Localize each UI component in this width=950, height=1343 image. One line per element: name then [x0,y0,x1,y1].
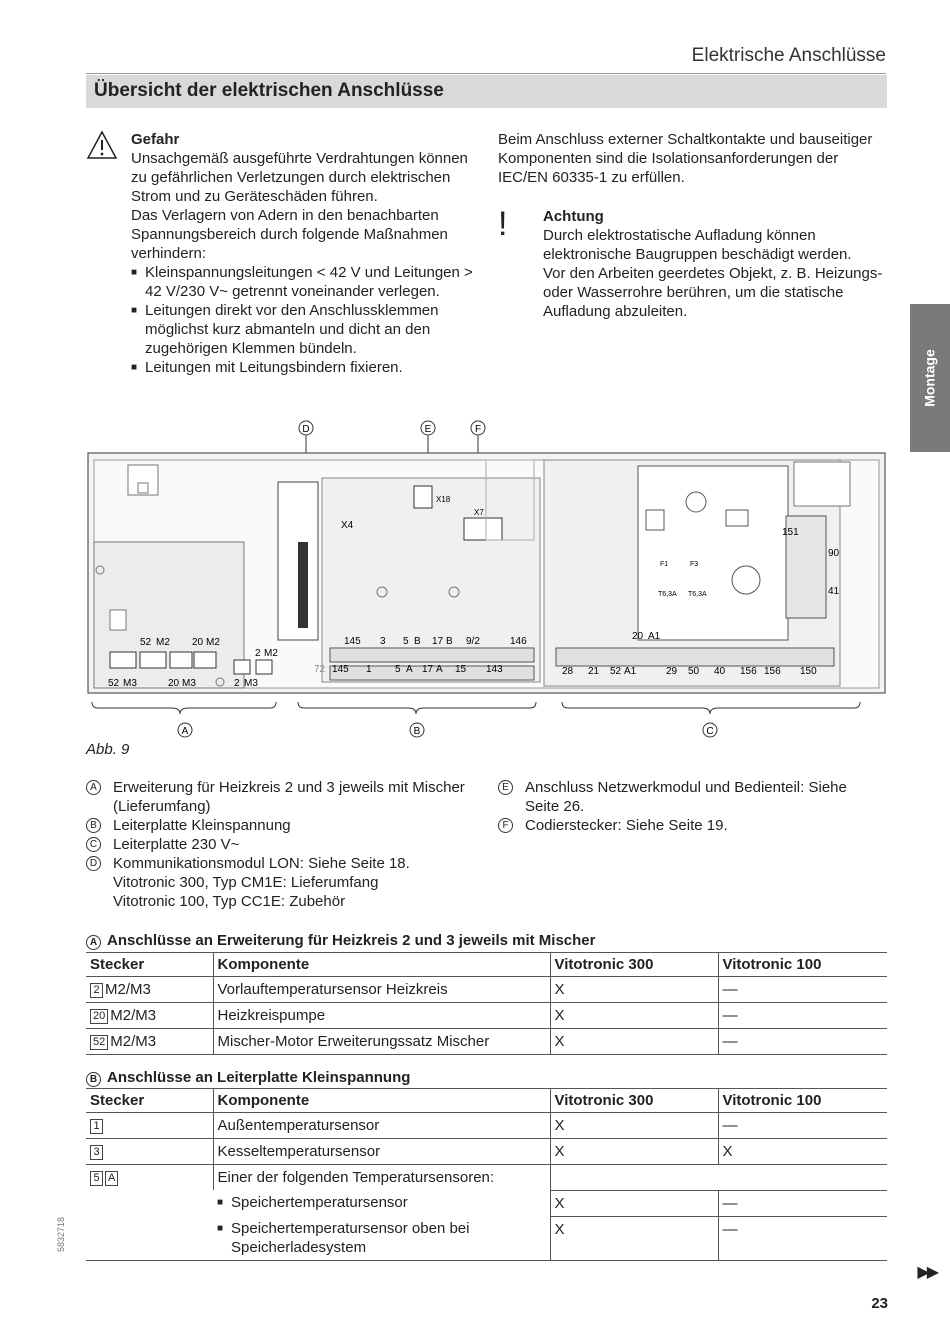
table-row: 52 M2/M3 Mischer-Motor Erweiterungssatz Mischer X — [86,1029,887,1055]
table-row: 3 Kesseltemperatursensor X X [86,1139,887,1165]
svg-text:F: F [474,424,482,435]
svg-text:5: 5 [403,636,409,647]
danger-list-item: ■ Kleinspannungsleitungen < 42 V und Leitungen > 42 V/230 V~ getrennt voneinander verlegen. [131,263,476,301]
attention-notice [543,207,883,321]
danger-list-item: ■ Leitungen mit Leitungsbindern fixieren. [131,358,476,377]
svg-text:17: 17 [432,636,444,647]
svg-text:15: 15 [455,664,467,675]
chapter-tab-label: Montage [921,349,938,407]
svg-text:9/2: 9/2 [466,636,480,647]
figure-caption: Abb. 9 [86,741,130,758]
svg-text:M3: M3 [244,678,258,689]
svg-text:20: 20 [632,631,644,642]
svg-text:M2: M2 [206,637,220,648]
svg-text:B: B [446,636,453,647]
svg-text:41: 41 [828,586,840,597]
svg-text:M3: M3 [123,678,137,689]
attention-text-2: Vor den Arbeiten geerdetes Objekt, z. B. Heizungs- oder Wasserrohre berühren, um die statische Aufladung abzuleiten. [543,265,883,320]
svg-text:150: 150 [800,666,817,677]
svg-text:28: 28 [562,666,574,677]
svg-text:3: 3 [380,636,386,647]
legend-item: E Anschluss Netzwerkmodul und Bedienteil: Siehe Seite 26. [498,778,878,816]
attention-text: Durch elektrostatische Aufladung können elektronische Baugruppen beschädigt werden. [543,227,852,263]
table-header-row: Stecker Komponente Vitotronic 300 Vitotronic 100 [86,1089,887,1113]
table-row: 5 A Einer der folgenden Temperatursensoren: [86,1165,887,1191]
legend-item: A Erweiterung für Heizkreis 2 und 3 jeweils mit Mischer (Lieferumfang) [86,778,466,816]
callout-a [178,723,192,737]
table-row: ■ Speichertemperatursensor X — [86,1190,887,1216]
danger-text-2: Das Verlagern von Adern in den benachbarten Spannungsbereich durch folgende Maßnahmen verhindern: [131,207,448,262]
svg-text:E: E [424,424,432,435]
danger-text: Unsachgemäß ausgeführte Verdrahtungen können zu gefährlichen Verletzungen durch elektrischen Strom und zu Geräteschäden führen. [131,150,468,205]
page-number: 23 [871,1295,888,1312]
danger-list [131,263,476,377]
svg-text:F1: F1 [660,561,669,568]
warning-triangle-icon [86,130,118,160]
callout-b [410,723,424,737]
wiring-diagram [86,420,887,745]
svg-text:D: D [302,424,310,435]
danger-list-item: ■ Leitungen direkt vor den Anschlussklemmen möglichst kurz abmanteln und dicht an den zugehörigen Klemmen bündeln. [131,301,476,358]
callout-c [703,723,717,737]
svg-text:50: 50 [688,666,700,677]
table-b-title: B Anschlüsse an Leiterplatte Kleinspannung [86,1068,410,1087]
page-header-title: Elektrische Anschlüsse [691,45,886,66]
section-title: Übersicht der elektrischen Anschlüsse [86,75,887,108]
legend-item: C Leiterplatte 230 V~ [86,835,466,854]
svg-text:29: 29 [666,666,678,677]
bracket-a [92,702,276,714]
table-header-row: Stecker Komponente Vitotronic 300 Vitotronic 100 [86,953,887,977]
svg-text:A1: A1 [648,631,661,642]
svg-text:1: 1 [366,664,372,675]
svg-text:145: 145 [344,636,361,647]
table-b [86,1088,887,1261]
legend-item: F Codierstecker: Siehe Seite 19. [498,816,878,835]
svg-text:A: A [181,726,189,737]
table-a [86,952,887,1055]
table-row: ■ Speichertemperatursensor oben bei Speicherladesystem X — [86,1216,887,1261]
svg-text:B: B [413,726,421,737]
svg-text:F3: F3 [690,561,699,568]
svg-text:T6,3A: T6,3A [658,591,677,598]
bracket-c [562,702,860,714]
insulation-note: Beim Anschluss externer Schaltkontakte und bauseitiger Komponenten sind die Isolationsanforderungen der IEC/EN 60335-1 zu erfüllen. [498,131,873,186]
svg-text:M3: M3 [182,678,196,689]
chapter-tab [910,304,950,452]
svg-text:20: 20 [192,637,204,648]
danger-title: Gefahr [131,131,180,148]
svg-text:146: 146 [510,636,527,647]
table-row: 2 M2/M3 Vorlauftemperatursensor Heizkreis X — [86,977,887,1003]
svg-text:156: 156 [740,666,757,677]
svg-text:2: 2 [255,648,261,659]
legend-right [498,778,878,835]
document-code: 5832718 [56,1216,66,1252]
svg-text:52: 52 [108,678,120,689]
svg-text:X4: X4 [341,520,354,531]
svg-text:21: 21 [588,666,600,677]
svg-text:B: B [414,636,421,647]
svg-text:52: 52 [610,666,622,677]
svg-text:52: 52 [140,637,152,648]
svg-text:40: 40 [714,666,726,677]
svg-text:17: 17 [422,664,434,675]
svg-text:156: 156 [764,666,781,677]
svg-text:143: 143 [486,664,503,675]
legend-left [86,778,466,911]
table-a-title: A Anschlüsse an Erweiterung für Heizkreis 2 und 3 jeweils mit Mischer [86,931,596,950]
table-row: 20 M2/M3 Heizkreispumpe X — [86,1003,887,1029]
bracket-b [298,702,536,714]
svg-text:M2: M2 [156,637,170,648]
legend-item: D Kommunikationsmodul LON: Siehe Seite 18. Vitotronic 300, Typ CM1E: Lieferumfang Vitotronic 100, Typ CC1E: Zubehör [86,854,466,911]
svg-text:5: 5 [395,664,401,675]
module-c-board [544,460,850,686]
header-rule [86,73,886,74]
table-row: 1 Außentemperatursensor X — [86,1113,887,1139]
attention-title: Achtung [543,208,604,225]
attention-mark: ! [498,205,508,243]
danger-notice [131,130,476,377]
legend-item: B Leiterplatte Kleinspannung [86,816,466,835]
svg-text:M2: M2 [264,648,278,659]
svg-text:145: 145 [332,664,349,675]
svg-text:20: 20 [168,678,180,689]
svg-text:72: 72 [314,664,326,675]
svg-text:X7: X7 [474,508,484,517]
svg-text:90: 90 [828,548,840,559]
svg-text:T6,3A: T6,3A [688,591,707,598]
next-page-arrows: ▶▶ [917,1264,936,1281]
svg-text:A1: A1 [624,666,637,677]
svg-text:2: 2 [234,678,240,689]
svg-text:C: C [706,726,714,737]
svg-text:A: A [436,664,443,675]
svg-text:151: 151 [782,527,799,538]
svg-text:A: A [406,664,413,675]
svg-text:X18: X18 [436,495,451,504]
